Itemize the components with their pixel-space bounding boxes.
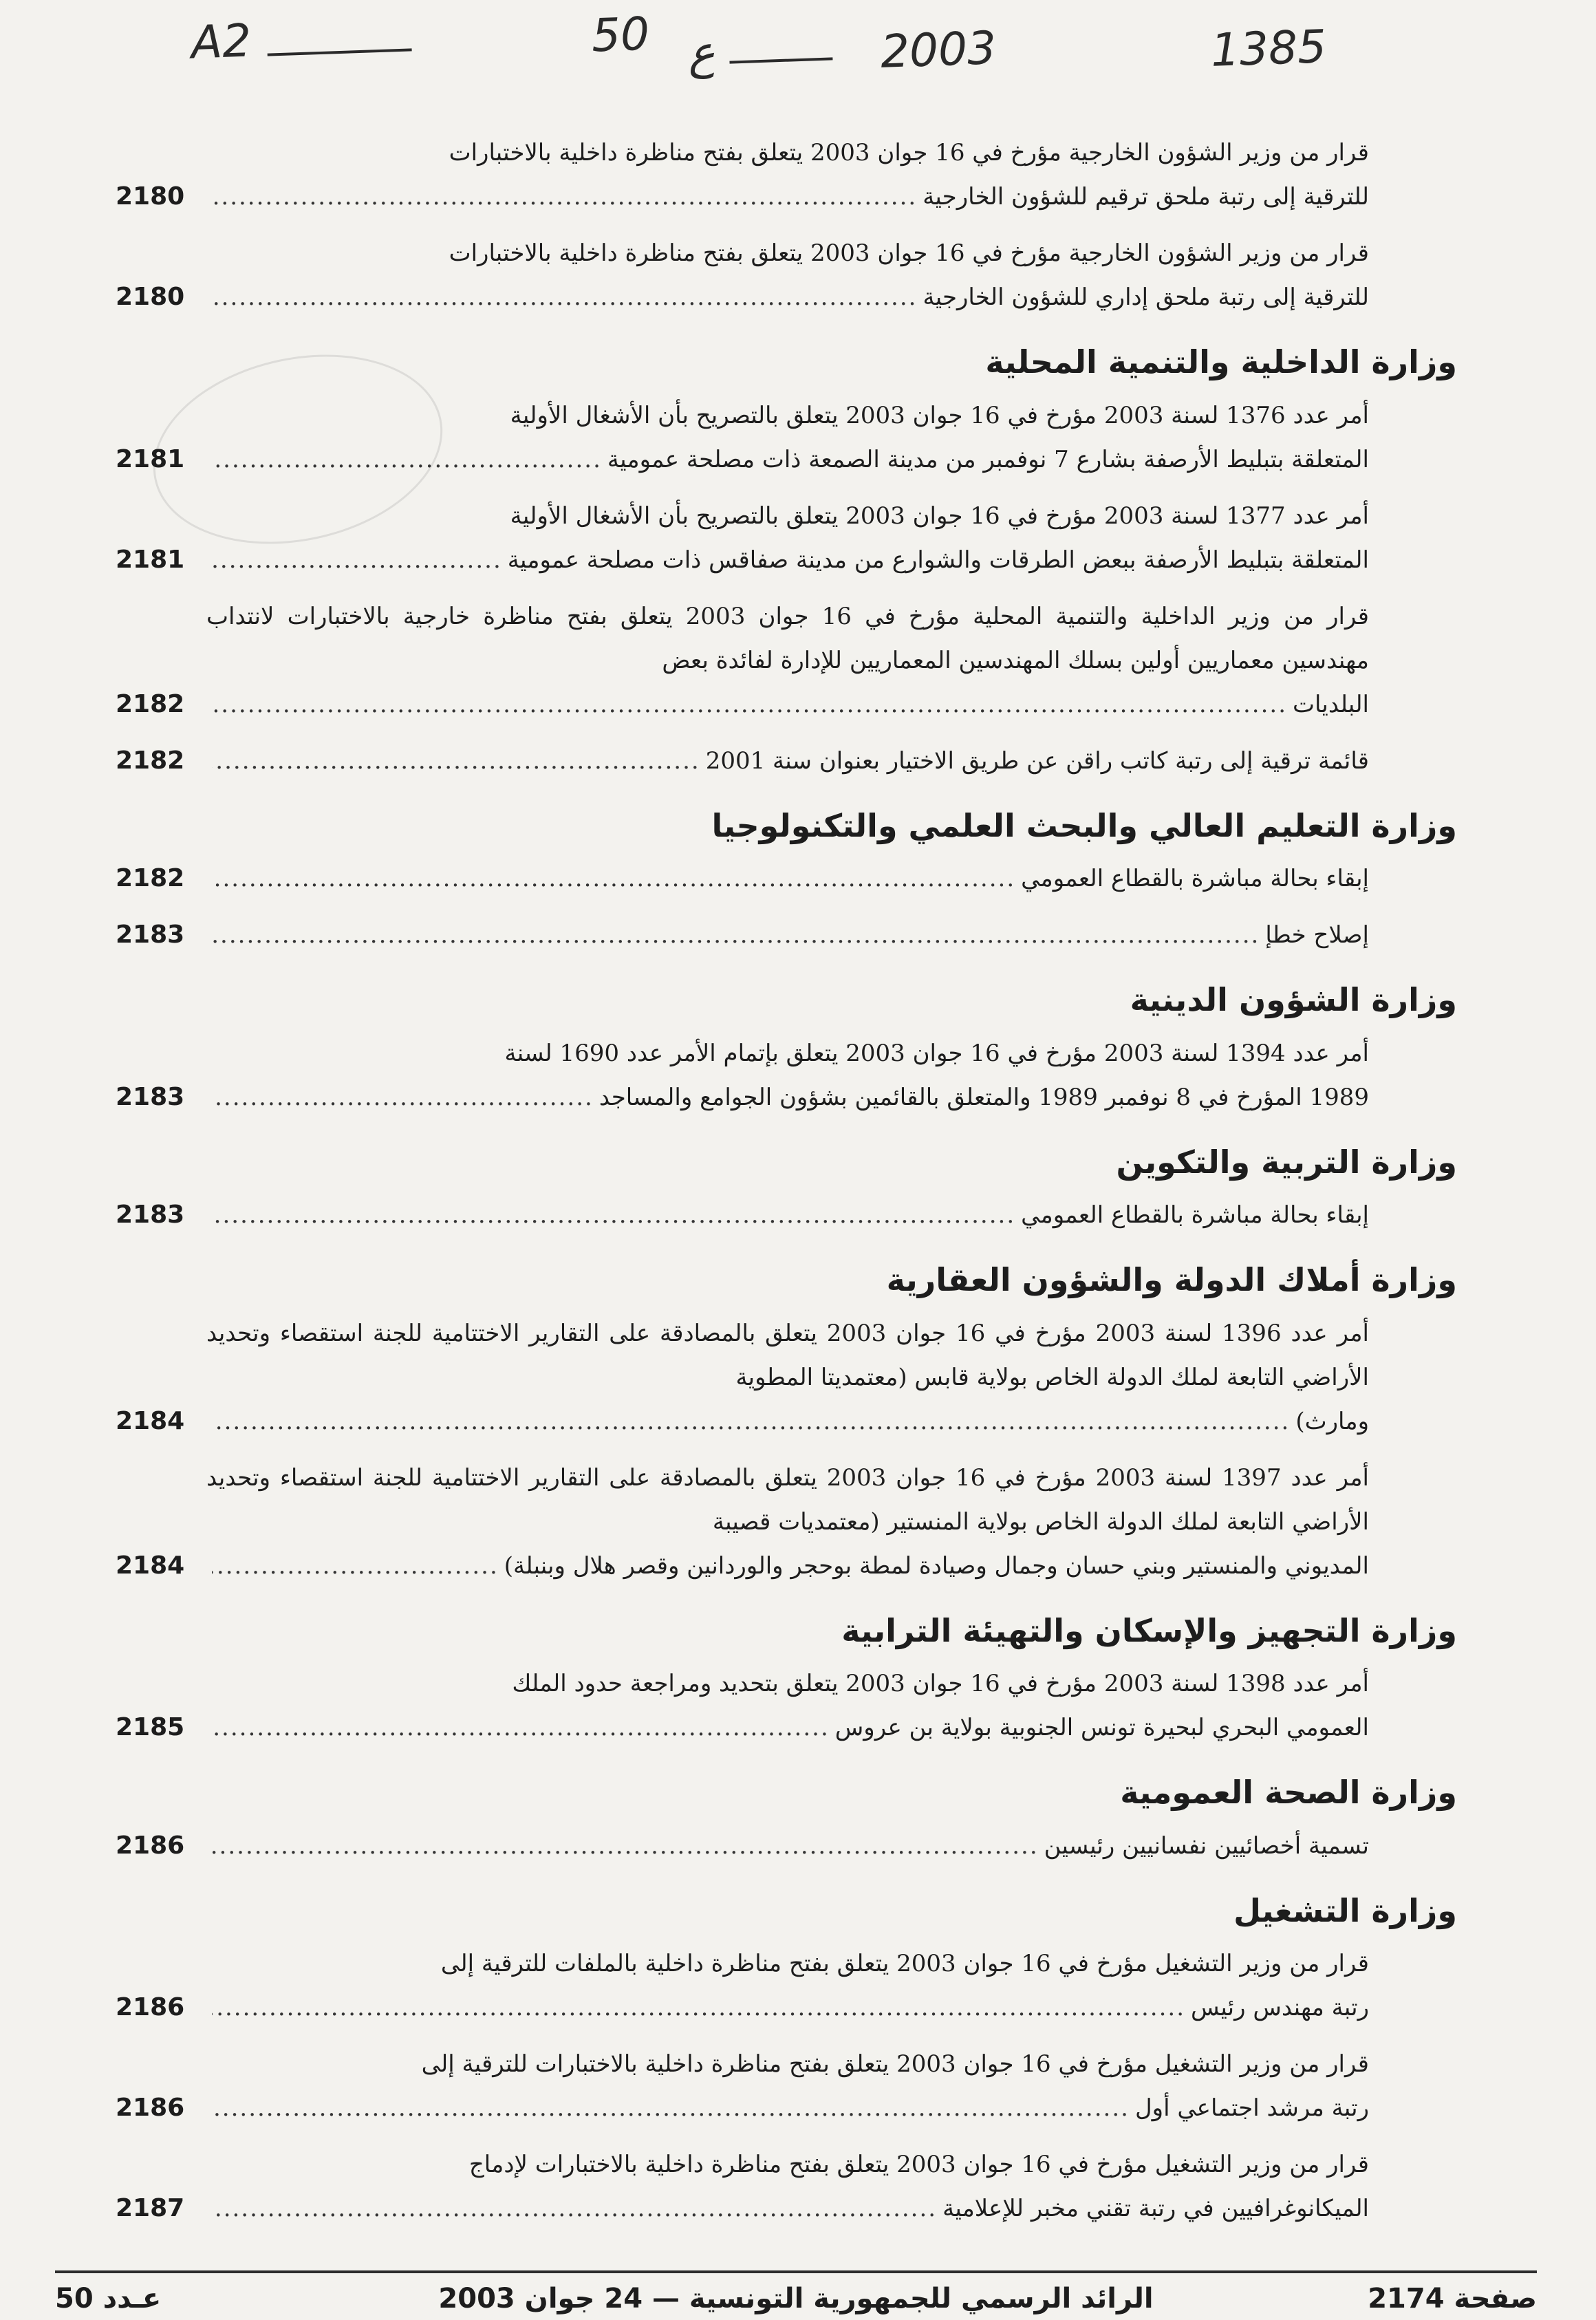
entry-last-line xyxy=(206,175,1369,219)
entry-last-line xyxy=(206,2086,1369,2130)
handwritten-mark: 50 xyxy=(590,7,651,63)
entry-last-text: المديوني والمنستير وبني حسان وجمال وصيادة لمطة بوحجر والوردانين وقصر هلال وبنبلة) xyxy=(504,1551,1369,1580)
toc-section xyxy=(116,806,1457,958)
entry-last-text: قائمة ترقية إلى رتبة كاتب راقن عن طريق الاختيار بعنوان سنة 2001 xyxy=(705,747,1369,775)
dot-leader xyxy=(212,683,1287,727)
toc-entry xyxy=(116,857,1369,901)
ministry-heading: وزارة التعليم العالي والبحث العلمي والتكنولوجيا xyxy=(711,806,1457,844)
entry-last-line xyxy=(206,1824,1369,1868)
dot-leader xyxy=(212,1824,1039,1868)
entry-page-number: 2184 xyxy=(116,1406,185,1435)
dot-leader xyxy=(212,1986,1185,2030)
dot-leader xyxy=(212,175,917,219)
dot-leader xyxy=(212,2086,1130,2130)
entry-last-text: المتعلقة بتبليط الأرصفة بشارع 7 نوفمبر من مدينة الصمعة ذات مصلحة عمومية xyxy=(607,445,1369,473)
entry-page-number: 2183 xyxy=(116,1201,185,1229)
entry-text: قرار من وزير التشغيل مؤرخ في 16 جوان 2003 يتعلق بفتح مناظرة داخلية بالملفات للترقية إلى xyxy=(440,1950,1369,1977)
entry-text: أمر عدد 1397 لسنة 2003 مؤرخ في 16 جوان 2003 يتعلق بالمصادقة على التقارير الاختتامية للجنة استقصاء وتحديد الأراضي التابعة لملك الدولة الخاص بولاية المنستير (معتمديات قصيبة xyxy=(206,1463,1369,1536)
entry-last-line xyxy=(206,913,1369,957)
entry-last-text: العمومي البحري لبحيرة تونس الجنوبية بولاية بن عروس xyxy=(834,1714,1369,1741)
ministry-heading: وزارة الشؤون الدينية xyxy=(1130,981,1457,1018)
toc-section xyxy=(116,1611,1457,1750)
entry-text: قرار من وزير الشؤون الخارجية مؤرخ في 16 جوان 2003 يتعلق بفتح مناظرة داخلية بالاختبارات xyxy=(449,239,1369,267)
ministry-heading: وزارة الداخلية والتنمية المحلية xyxy=(985,343,1457,380)
entry-page-number: 2181 xyxy=(116,545,185,574)
entry-last-line xyxy=(206,275,1369,319)
entry-last-line xyxy=(206,438,1369,482)
entry-last-text: البلديات xyxy=(1293,690,1369,718)
entry-text: قرار من وزير الداخلية والتنمية المحلية مؤرخ في 16 جوان 2003 يتعلق بفتح مناظرة خارجية بالاختبارات لانتداب مهندسين معماريين أولين بسلك المهندسين المعماريين للإدارة لفائدة بعض xyxy=(206,602,1369,674)
dot-leader xyxy=(212,1399,1290,1443)
table-of-contents xyxy=(116,131,1457,2243)
toc-entry xyxy=(116,1193,1369,1237)
ministry-heading: وزارة التربية والتكوين xyxy=(1116,1143,1457,1181)
toc-section xyxy=(116,1773,1457,1868)
toc-entry xyxy=(116,2042,1369,2130)
entry-last-text: للترقية إلى رتبة ملحق إداري للشؤون الخارجية xyxy=(923,283,1369,311)
handwritten-mark: 2003 xyxy=(879,21,998,78)
handwritten-mark: ع xyxy=(687,25,716,80)
toc-entry xyxy=(116,1824,1369,1868)
ministry-heading: وزارة الصحة العمومية xyxy=(1120,1774,1457,1811)
dot-leader xyxy=(212,1193,1015,1237)
dot-leader xyxy=(212,2187,937,2231)
entry-last-line xyxy=(206,2187,1369,2231)
dot-leader xyxy=(212,913,1260,957)
toc-section xyxy=(116,980,1457,1119)
toc-entry xyxy=(116,2142,1369,2231)
ministry-heading: وزارة التشغيل xyxy=(1233,1891,1457,1929)
dot-leader xyxy=(212,739,700,783)
entry-last-line xyxy=(206,857,1369,901)
entry-page-number: 2186 xyxy=(116,2094,185,2122)
toc-entry xyxy=(116,1031,1369,1119)
entry-page-number: 2186 xyxy=(116,1831,185,1860)
footer-journal-title: الرائد الرسمي للجمهورية التونسية — 24 جوان 2003 xyxy=(438,2283,1154,2314)
ministry-heading: وزارة أملاك الدولة والشؤون العقارية xyxy=(886,1261,1457,1298)
entry-page-number: 2182 xyxy=(116,689,185,718)
footer-page-label: صفحة 2174 xyxy=(1368,2283,1537,2314)
entry-last-line xyxy=(206,1075,1369,1119)
toc-section xyxy=(116,1143,1457,1238)
footer-divider xyxy=(55,2270,1537,2273)
toc-entry xyxy=(116,1456,1369,1588)
entry-text: قرار من وزير الشؤون الخارجية مؤرخ في 16 جوان 2003 يتعلق بفتح مناظرة داخلية بالاختبارات xyxy=(449,139,1369,167)
ministry-heading: وزارة التجهيز والإسكان والتهيئة الترابية xyxy=(841,1611,1457,1649)
entry-last-text: المتعلقة بتبليط الأرصفة ببعض الطرقات والشوارع من مدينة صفاقس ذات مصلحة عمومية xyxy=(507,546,1369,574)
entry-page-number: 2183 xyxy=(116,1082,185,1111)
entry-page-number: 2186 xyxy=(116,1993,185,2021)
footer-issue-number: عـدد 50 xyxy=(55,2283,162,2314)
entry-page-number: 2181 xyxy=(116,444,185,473)
entry-page-number: 2184 xyxy=(116,1551,185,1580)
entry-page-number: 2187 xyxy=(116,2194,185,2222)
entry-text: أمر عدد 1396 لسنة 2003 مؤرخ في 16 جوان 2003 يتعلق بالمصادقة على التقارير الاختتامية للجنة استقصاء وتحديد الأراضي التابعة لملك الدولة الخاص بولاية قابس (معتمديتا المطوية xyxy=(206,1319,1369,1391)
entry-last-line xyxy=(206,538,1369,582)
entry-last-text: 1989 المؤرخ في 8 نوفمبر 1989 والمتعلق بالقائمين بشؤون الجوامع والمساجد xyxy=(598,1083,1369,1111)
toc-entry xyxy=(116,131,1369,219)
toc-entry xyxy=(116,494,1369,582)
entry-text: أمر عدد 1398 لسنة 2003 مؤرخ في 16 جوان 2003 يتعلق بتحديد ومراجعة حدود الملك xyxy=(512,1670,1369,1697)
entry-last-line xyxy=(206,1544,1369,1588)
entry-last-line xyxy=(206,1399,1369,1443)
toc-section xyxy=(116,1260,1457,1588)
toc-entry xyxy=(116,739,1369,783)
entry-last-text: رتبة مهندس رئيس xyxy=(1191,1994,1369,2021)
handwritten-mark: A2 xyxy=(190,14,252,69)
toc-entry xyxy=(116,913,1369,957)
toc-entry xyxy=(116,1942,1369,2030)
entry-last-text: للترقية إلى رتبة ملحق ترقيم للشؤون الخارجية xyxy=(923,183,1369,211)
entry-last-text: الميكانوغرافيين في رتبة تقني مخبر للإعلامية xyxy=(942,2195,1369,2222)
entry-last-line xyxy=(206,1706,1369,1750)
dot-leader xyxy=(212,1544,499,1588)
entry-text: أمر عدد 1376 لسنة 2003 مؤرخ في 16 جوان 2003 يتعلق بالتصريح بأن الأشغال الأولية xyxy=(510,401,1369,429)
entry-page-number: 2180 xyxy=(116,283,185,311)
entry-last-text: إصلاح خطإ xyxy=(1265,921,1369,949)
toc-section xyxy=(116,131,1369,319)
toc-entry xyxy=(116,394,1369,482)
handwritten-mark: 1385 xyxy=(1209,20,1328,77)
toc-entry xyxy=(116,1311,1369,1443)
toc-section xyxy=(116,1891,1457,2231)
entry-last-line xyxy=(206,739,1369,783)
entry-last-text: إبقاء بحالة مباشرة بالقطاع العمومي xyxy=(1021,865,1369,892)
dot-leader xyxy=(212,1706,830,1750)
entry-last-text: ومارث) xyxy=(1295,1407,1369,1435)
dot-leader xyxy=(212,857,1015,901)
toc-entry xyxy=(116,1662,1369,1750)
entry-last-text: رتبة مرشد اجتماعي أول xyxy=(1134,2094,1369,2122)
entry-last-line xyxy=(206,1986,1369,2030)
toc-entry xyxy=(116,594,1369,727)
entry-last-text: تسمية أخصائيين نفسانيين رئيسين xyxy=(1044,1832,1369,1860)
entry-last-text: إبقاء بحالة مباشرة بالقطاع العمومي xyxy=(1021,1201,1369,1229)
entry-text: قرار من وزير التشغيل مؤرخ في 16 جوان 2003 يتعلق بفتح مناظرة داخلية بالاختبارات للترقية إلى xyxy=(421,2050,1369,2078)
dot-leader xyxy=(212,1075,594,1119)
dot-leader xyxy=(212,438,602,482)
entry-page-number: 2182 xyxy=(116,746,185,775)
dot-leader xyxy=(212,538,502,582)
entry-page-number: 2180 xyxy=(116,182,185,211)
entry-page-number: 2185 xyxy=(116,1713,185,1741)
entry-last-line xyxy=(206,683,1369,727)
toc-section xyxy=(116,343,1457,783)
toc-entry xyxy=(116,231,1369,319)
entry-page-number: 2182 xyxy=(116,864,185,892)
entry-text: أمر عدد 1394 لسنة 2003 مؤرخ في 16 جوان 2003 يتعلق بإتمام الأمر عدد 1690 لسنة xyxy=(504,1039,1369,1067)
entry-text: قرار من وزير التشغيل مؤرخ في 16 جوان 2003 يتعلق بفتح مناظرة داخلية بالاختبارات لإدماج xyxy=(468,2151,1369,2178)
entry-page-number: 2183 xyxy=(116,921,185,949)
page-footer xyxy=(55,2283,1537,2317)
entry-text: أمر عدد 1377 لسنة 2003 مؤرخ في 16 جوان 2003 يتعلق بالتصريح بأن الأشغال الأولية xyxy=(510,502,1369,530)
dot-leader xyxy=(212,275,917,319)
entry-last-line xyxy=(206,1193,1369,1237)
